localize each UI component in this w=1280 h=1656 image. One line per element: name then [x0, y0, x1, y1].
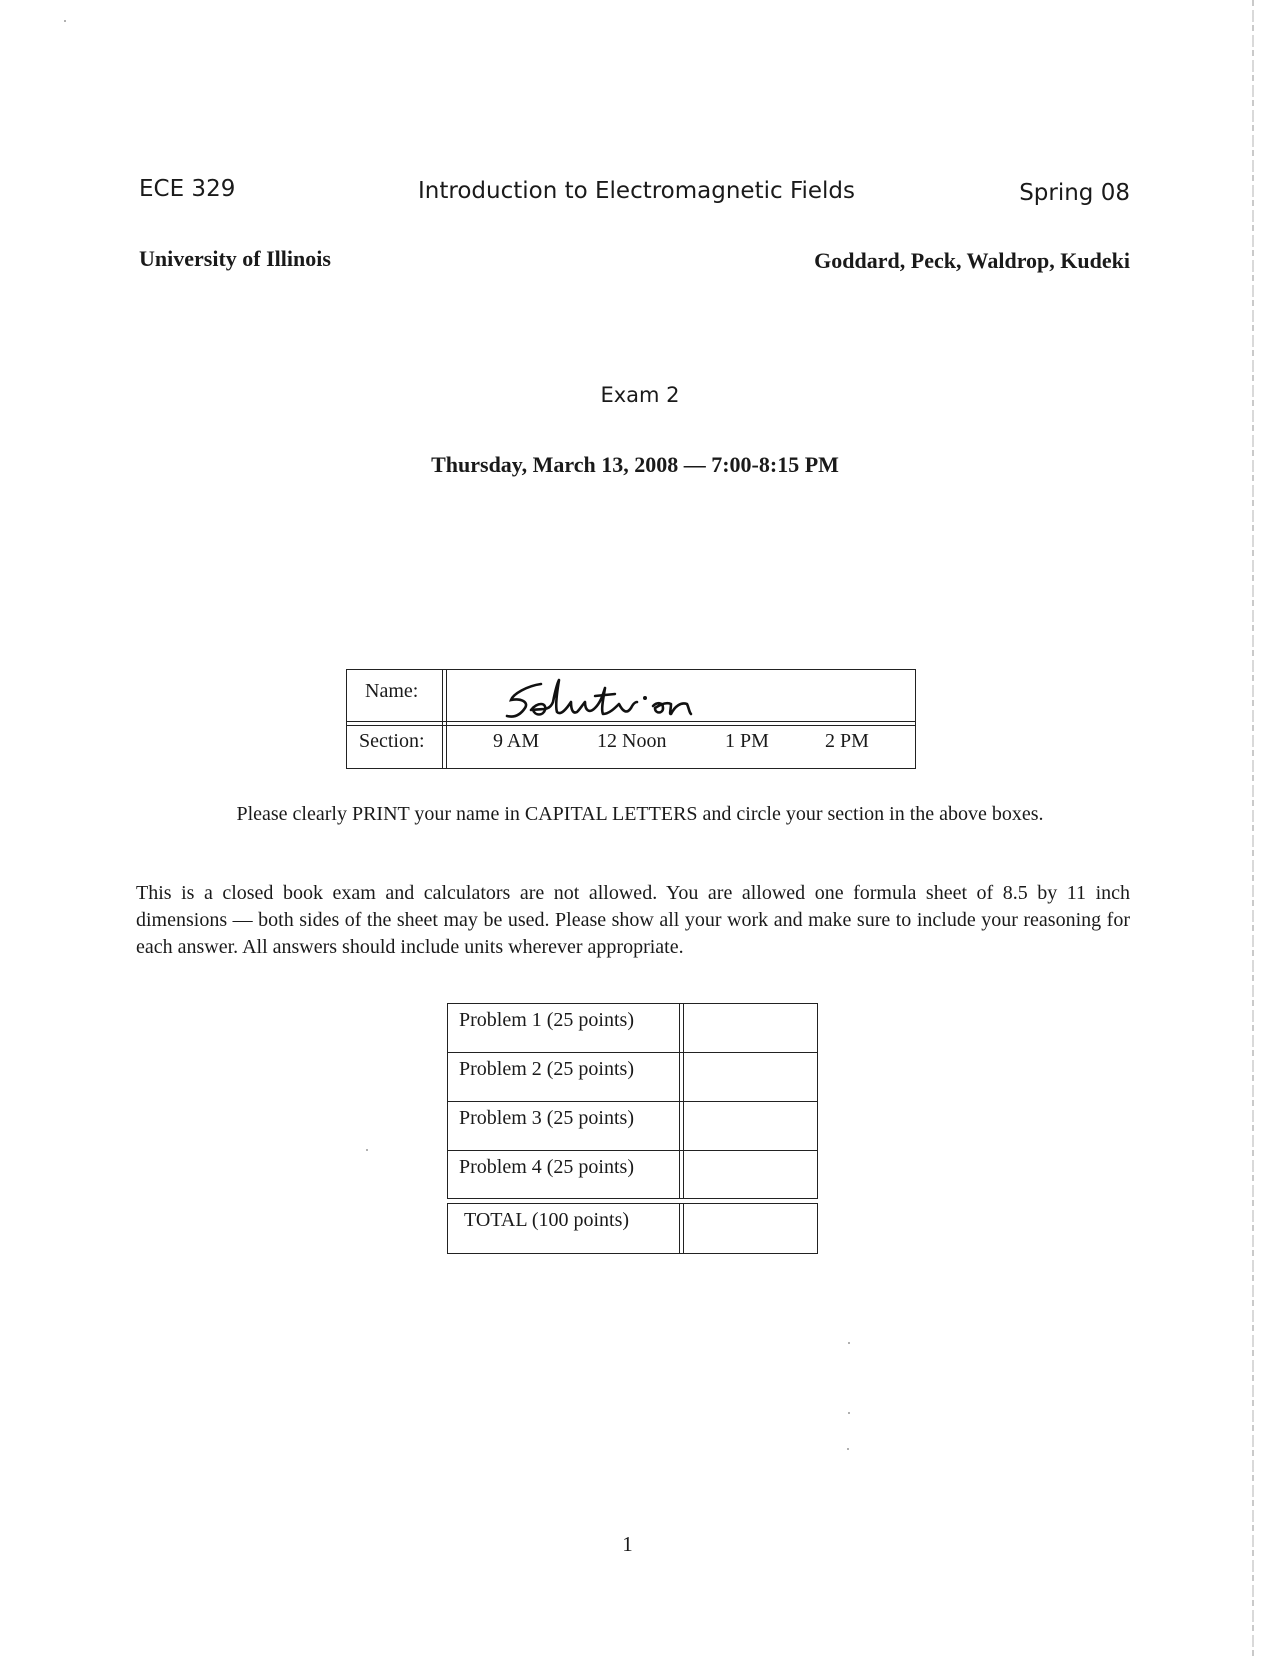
score-cell[interactable]: [684, 1053, 817, 1101]
scan-speck: [847, 1448, 849, 1450]
handwritten-name-signature: [497, 672, 717, 724]
score-row-total: [447, 1203, 818, 1254]
exam-date: Thursday, March 13, 2008 — 7:00-8:15 PM: [431, 452, 839, 477]
score-row-label: TOTAL (100 points): [464, 1209, 630, 1231]
score-row-problem-4: [447, 1150, 818, 1199]
scan-speck: [848, 1342, 850, 1344]
page-number: 1: [622, 1532, 633, 1556]
university: University of Illinois: [139, 246, 331, 271]
course-code: ECE 329: [139, 176, 236, 202]
score-cell[interactable]: [684, 1004, 817, 1052]
scan-speck: [64, 20, 66, 22]
score-cell[interactable]: [684, 1102, 817, 1150]
score-row-problem-2: [447, 1052, 818, 1101]
scan-edge-artifact: [1252, 0, 1254, 1656]
total-score-cell[interactable]: [684, 1204, 817, 1253]
section-option-9am[interactable]: 9 AM: [493, 730, 540, 752]
exam-rules-paragraph: This is a closed book exam and calculators are not allowed. You are allowed one formula sheet of 8.5 by 11 inch dimensions — both sides of the sheet may be used. Please show all your work and make sure to include your reasoning for each answer. All answers should include units wherever appropriate.: [136, 882, 1130, 958]
exam-title: Exam 2: [600, 383, 680, 407]
print-name-instruction: Please clearly PRINT your name in CAPITAL LETTERS and circle your section in the above boxes.: [236, 803, 1044, 825]
name-section-table: [346, 669, 916, 769]
score-row-problem-3: [447, 1101, 818, 1150]
scan-speck: [848, 1412, 850, 1414]
score-cell[interactable]: [684, 1151, 817, 1198]
score-row-label: Problem 3 (25 points): [459, 1107, 634, 1129]
section-option-12noon[interactable]: 12 Noon: [597, 730, 667, 752]
score-row-problem-1: [447, 1003, 818, 1052]
name-label: Name:: [365, 680, 419, 702]
section-option-2pm[interactable]: 2 PM: [825, 730, 869, 752]
score-row-label: Problem 4 (25 points): [459, 1156, 634, 1178]
section-label: Section:: [359, 730, 425, 752]
scan-speck: [366, 1149, 368, 1151]
score-row-label: Problem 1 (25 points): [459, 1009, 634, 1031]
table-column-divider: [442, 670, 447, 768]
course-title: Introduction to Electromagnetic Fields: [418, 178, 856, 204]
instructors: Goddard, Peck, Waldrop, Kudeki: [814, 248, 1130, 273]
score-table: [447, 1003, 818, 1254]
section-option-1pm[interactable]: 1 PM: [725, 730, 769, 752]
score-row-label: Problem 2 (25 points): [459, 1058, 634, 1080]
term: Spring 08: [1019, 180, 1130, 206]
